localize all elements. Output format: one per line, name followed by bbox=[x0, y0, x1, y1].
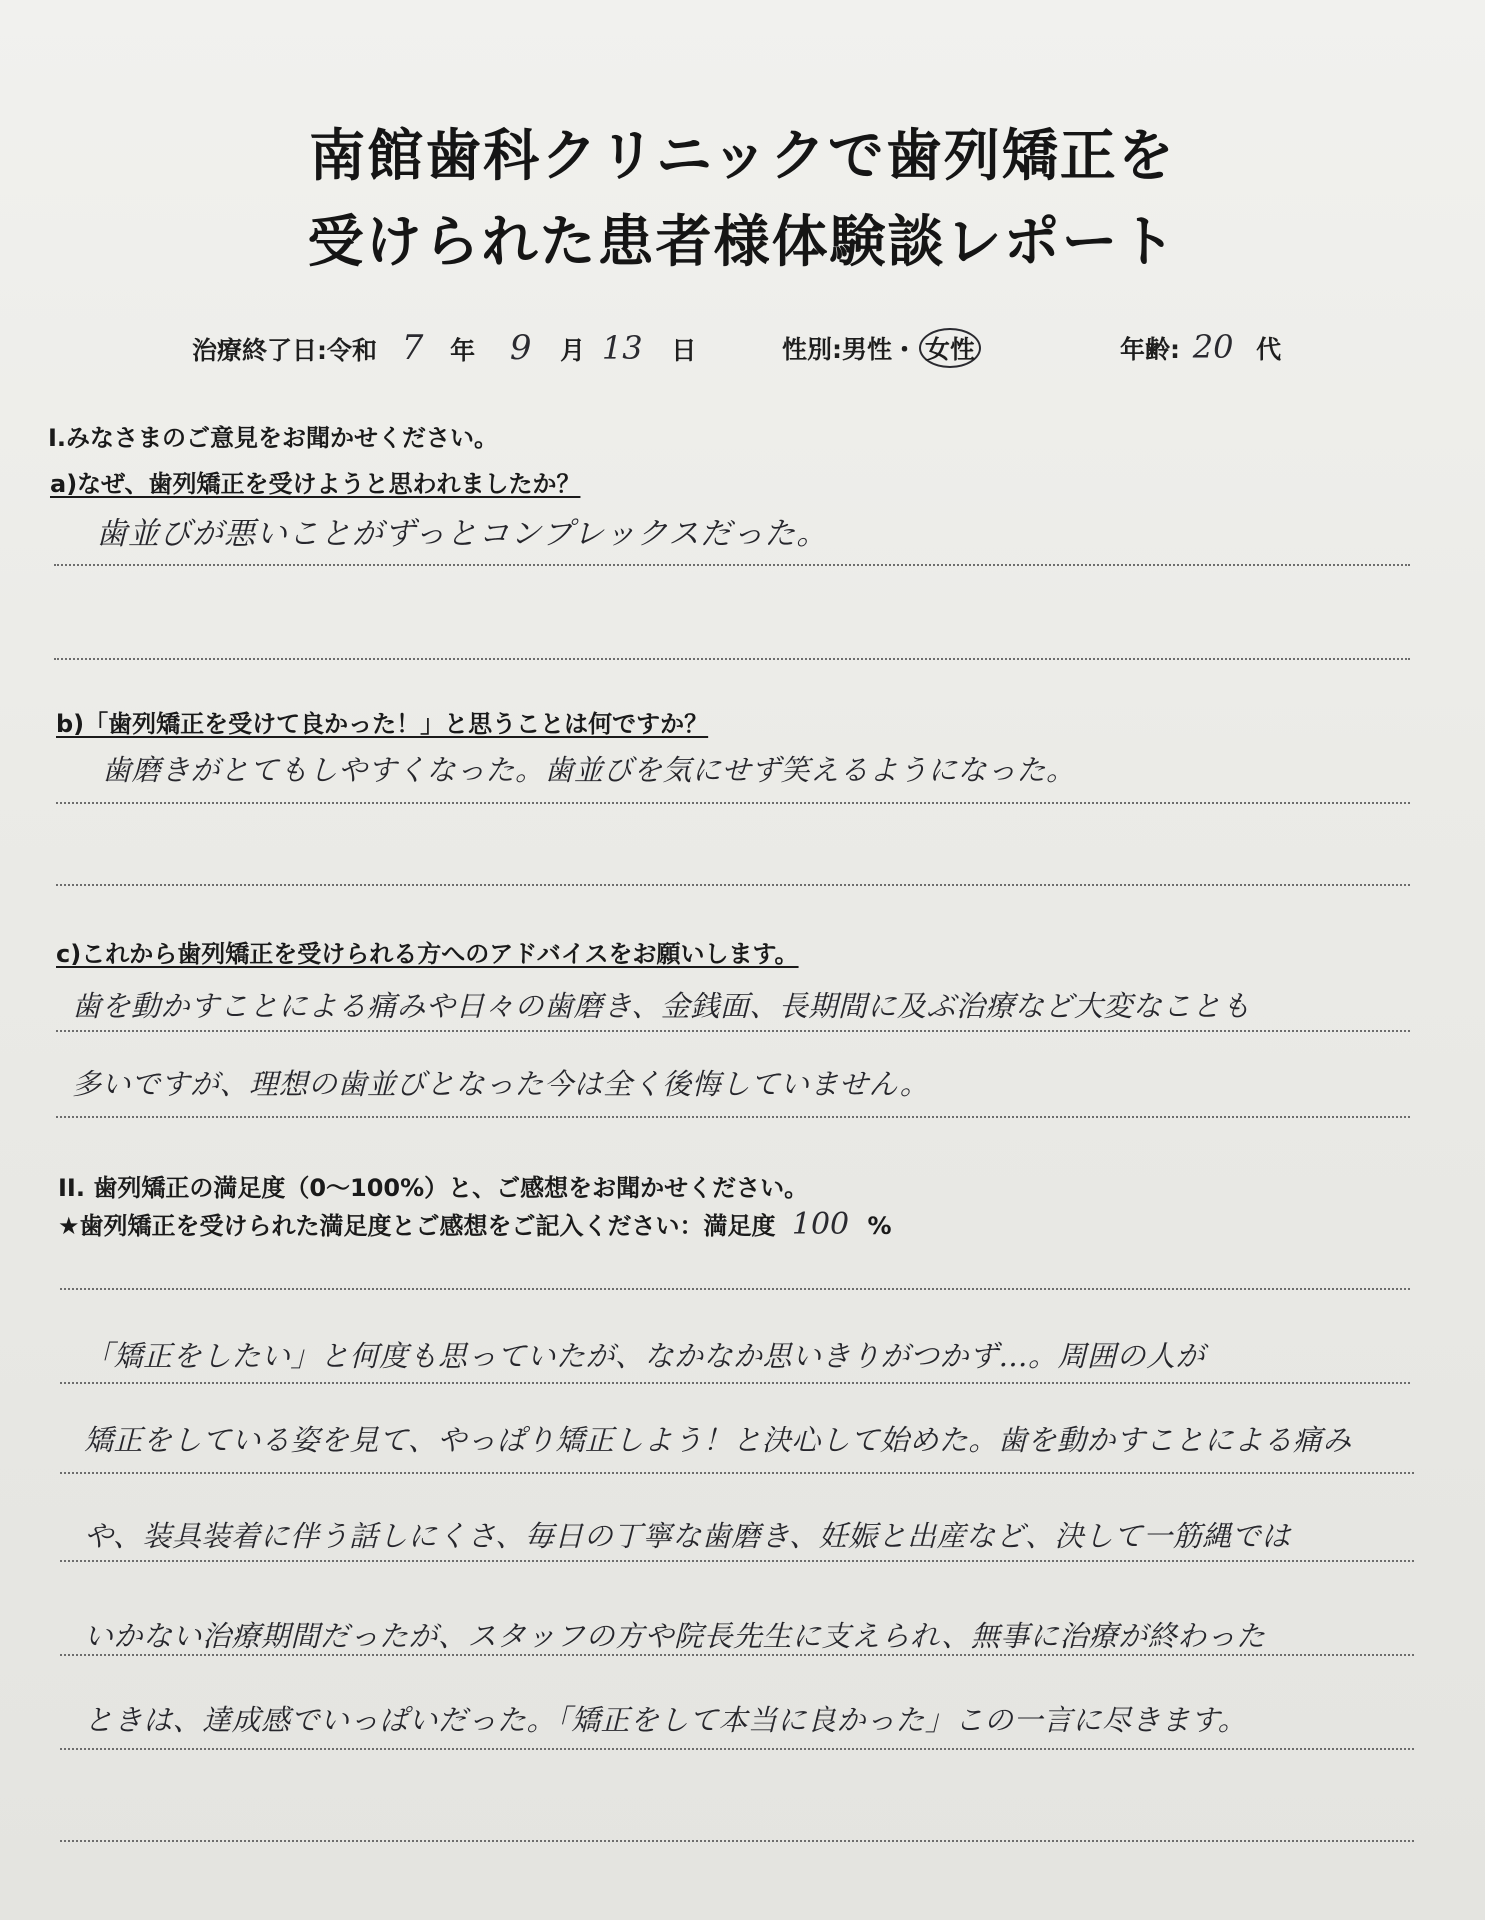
impression-rule-4 bbox=[60, 1654, 1414, 1656]
answer-c-line-2: 多いですが、理想の歯並びとなった今は全く後悔していません。 bbox=[72, 1067, 930, 1101]
answer-c-rule-1 bbox=[56, 1030, 1410, 1032]
satisfaction-row bbox=[58, 1206, 892, 1242]
answer-b-rule-2 bbox=[56, 884, 1410, 886]
satisfaction-value: 100 bbox=[791, 1207, 850, 1242]
month-unit: 月 bbox=[560, 336, 586, 365]
report-title-line-2: 受けられた患者様体験談レポート bbox=[307, 210, 1178, 275]
question-c: c)これから歯列矯正を受けられる方へのアドバイスをお願いします。 bbox=[56, 940, 799, 968]
question-a: a)なぜ、歯列矯正を受けようと思われましたか？ bbox=[50, 470, 581, 498]
gender-selected-circled: 女性 bbox=[919, 328, 981, 368]
answer-c-rule-2 bbox=[56, 1116, 1410, 1118]
section-1-heading: I.みなさまのご意見をお聞かせください。 bbox=[48, 424, 499, 452]
year-value: 7 bbox=[401, 328, 424, 368]
impression-rule-5 bbox=[60, 1748, 1414, 1750]
end-date-label: 治療終了日:令和 bbox=[192, 336, 377, 365]
answer-a: 歯並びが悪いことがずっとコンプレックスだった。 bbox=[96, 516, 829, 552]
answer-a-rule-1 bbox=[54, 564, 1410, 566]
answer-a-rule-2 bbox=[54, 658, 1410, 660]
question-b: b)「歯列矯正を受けて良かった！」と思うことは何ですか？ bbox=[56, 710, 709, 738]
treatment-end-date bbox=[192, 328, 696, 368]
impression-rule-0 bbox=[60, 1288, 1410, 1290]
impression-line-5: ときは、達成感でいっぱいだった。「矯正をして本当に良かった」この一言に尽きます。 bbox=[84, 1703, 1248, 1737]
age-unit: 代 bbox=[1256, 335, 1282, 364]
impression-rule-6 bbox=[60, 1840, 1414, 1842]
impression-line-4: いかない治療期間だったが、スタッフの方や院長先生に支えられ、無事に治療が終わった bbox=[84, 1619, 1266, 1653]
day-unit: 日 bbox=[671, 336, 697, 365]
section-2-heading: II. 歯列矯正の満足度（0〜100%）と、ご感想をお聞かせください。 bbox=[58, 1174, 809, 1202]
answer-c-line-1: 歯を動かすことによる痛みや日々の歯磨き、金銭面、長期間に及ぶ治療など大変なことも bbox=[72, 989, 1251, 1023]
impression-rule-3 bbox=[60, 1560, 1414, 1562]
month-value: 9 bbox=[509, 328, 532, 368]
year-unit: 年 bbox=[450, 336, 476, 365]
satisfaction-unit: % bbox=[867, 1212, 892, 1240]
gender-label: 性別:男性・ bbox=[782, 335, 917, 364]
impression-line-1: 「矯正をしたい」と何度も思っていたが、なかなか思いきりがつかず…。周囲の人が bbox=[84, 1339, 1206, 1373]
answer-b: 歯磨きがとてもしやすくなった。歯並びを気にせず笑えるようになった。 bbox=[102, 753, 1076, 787]
impression-rule-1 bbox=[60, 1382, 1410, 1384]
satisfaction-label: ★歯列矯正を受けられた満足度とご感想をご記入ください：満足度 bbox=[58, 1212, 776, 1240]
impression-rule-2 bbox=[60, 1472, 1414, 1474]
impression-line-2: 矯正をしている姿を見て、やっぱり矯正しよう！と決心して始めた。歯を動かすことによる痛み bbox=[84, 1423, 1352, 1457]
answer-b-rule-1 bbox=[56, 802, 1410, 804]
impression-line-3: や、装具装着に伴う話しにくさ、毎日の丁寧な歯磨き、妊娠と出産など、決して一筋縄では bbox=[84, 1519, 1291, 1553]
age-label: 年齢: bbox=[1120, 335, 1180, 364]
age-field bbox=[1120, 328, 1281, 366]
gender-field bbox=[782, 328, 981, 368]
age-value: 20 bbox=[1192, 328, 1234, 366]
report-title-line-1: 南館歯科クリニックで歯列矯正を bbox=[309, 124, 1176, 189]
day-value: 13 bbox=[601, 329, 643, 367]
